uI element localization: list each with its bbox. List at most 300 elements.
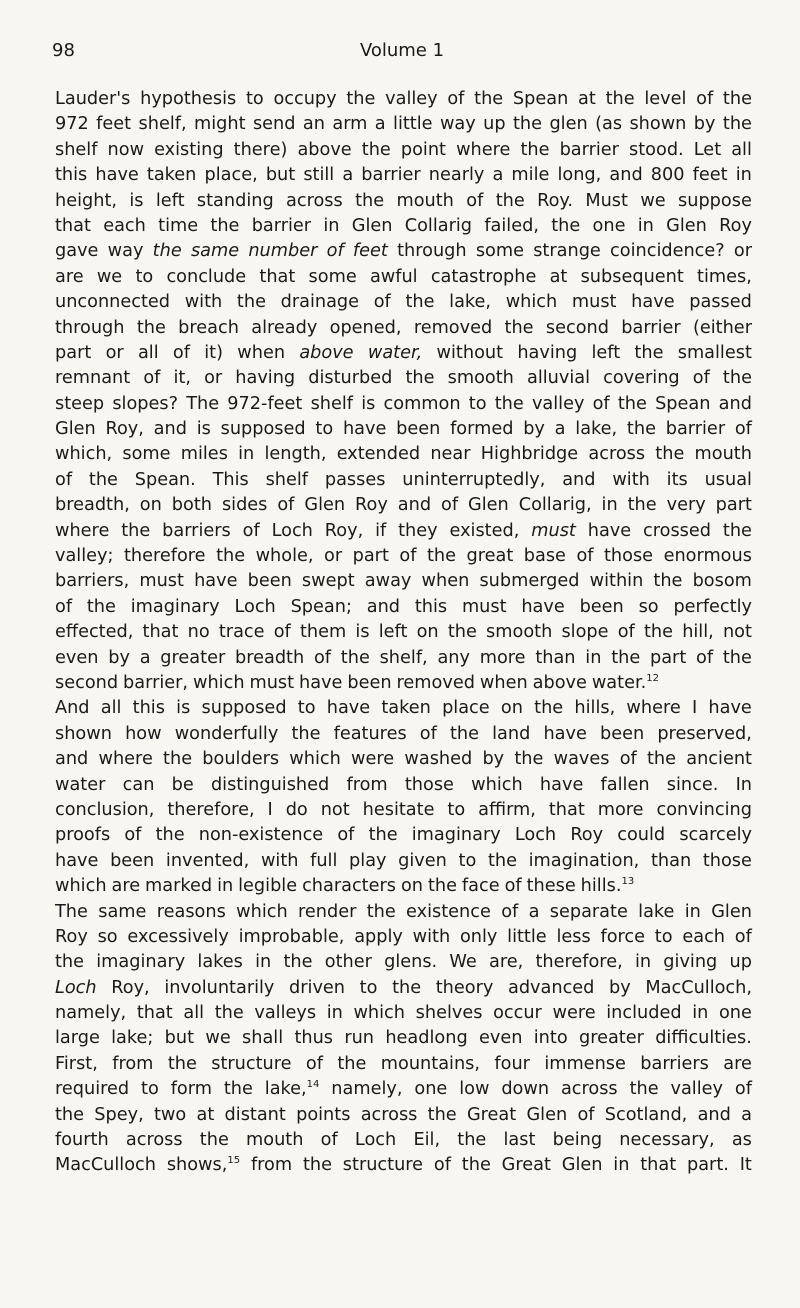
word [482, 747, 504, 772]
word [735, 417, 752, 442]
word [121, 519, 150, 544]
word-text: that [259, 266, 296, 287]
word [414, 1077, 447, 1102]
word [651, 849, 691, 874]
word [427, 544, 456, 569]
word-text: removed [396, 672, 475, 693]
word-text: characters [302, 876, 396, 897]
word [653, 569, 682, 594]
word-text: Glen [351, 215, 393, 236]
word [588, 442, 645, 467]
word-text: breadth [234, 647, 305, 668]
word-text: been [600, 723, 645, 744]
word-text: on [500, 698, 523, 719]
word-text: mouth [396, 190, 454, 211]
word-text: the [722, 368, 752, 389]
word [99, 747, 153, 772]
word-text: have [342, 419, 387, 440]
word [422, 569, 470, 594]
word [554, 747, 610, 772]
word-text: in [634, 952, 652, 973]
word-text: disturbed [308, 368, 393, 389]
word-text: left [378, 622, 408, 643]
word [537, 189, 573, 214]
word-text: now [107, 139, 145, 160]
word-text: by [482, 749, 505, 770]
word-text: even [55, 647, 99, 668]
word [492, 163, 503, 188]
word-text: therefore, [167, 799, 255, 820]
word [605, 1103, 688, 1128]
word [337, 823, 354, 848]
word-text: two [154, 1104, 187, 1125]
word-text: must [461, 596, 507, 617]
word-text: is [129, 190, 144, 211]
word-text: the [340, 647, 370, 668]
word-text: distant [224, 1104, 286, 1125]
word-text: the [405, 292, 435, 313]
word-text: at [578, 89, 596, 109]
word [55, 569, 129, 594]
word [139, 569, 184, 594]
word-text: those [404, 774, 454, 795]
word [535, 646, 575, 671]
word [111, 874, 140, 899]
word [631, 290, 674, 315]
word-text: second [55, 672, 119, 693]
word [449, 290, 491, 315]
word-text: shelf [265, 469, 309, 490]
word [685, 900, 701, 925]
word [590, 569, 644, 594]
word [396, 189, 453, 214]
word [692, 1001, 708, 1026]
word-text: mountains, [380, 1053, 480, 1074]
word-text: to [245, 89, 264, 109]
word-text: the [427, 1104, 457, 1125]
word [404, 747, 472, 772]
word-text: smooth [447, 368, 514, 389]
word-text: and [366, 596, 401, 617]
word-text: those [604, 546, 654, 567]
word [194, 112, 246, 137]
word [556, 925, 590, 950]
word [396, 417, 440, 442]
word-text: catastrophe [430, 266, 537, 287]
word [673, 595, 752, 620]
word [575, 417, 617, 442]
word [286, 798, 308, 823]
word-text: one [592, 215, 626, 236]
word-text: hills. [580, 876, 622, 897]
word-text: some [122, 444, 171, 465]
word-text: of [619, 749, 637, 770]
word [352, 214, 393, 239]
word [256, 544, 314, 569]
word-text: the [722, 647, 752, 668]
word [167, 798, 254, 823]
word-text: with [184, 292, 223, 313]
word [527, 874, 576, 899]
word [593, 392, 610, 417]
word-text: proofs [55, 825, 111, 846]
word-text: same [98, 901, 147, 922]
text-line [55, 316, 752, 341]
word [341, 646, 370, 671]
word [600, 925, 645, 950]
word-text: the [634, 342, 664, 363]
word [495, 392, 524, 417]
word [434, 1153, 451, 1178]
word [655, 442, 684, 467]
word-text: in [735, 165, 752, 186]
word-text: have [587, 520, 632, 541]
word-text: and [55, 749, 89, 770]
word-text: to [297, 698, 316, 719]
word [429, 163, 485, 188]
word-text: perfectly [673, 596, 752, 617]
word-text: of [734, 419, 752, 440]
word-text: affirm, [478, 799, 536, 820]
word-text: through [55, 317, 125, 338]
word [355, 493, 388, 518]
word [628, 493, 657, 518]
word-text: imaginary [96, 952, 186, 973]
text-line [55, 265, 752, 290]
word-text: of [55, 596, 73, 617]
word-text: barriers, [55, 571, 130, 592]
word [191, 239, 239, 264]
text-line [55, 392, 752, 417]
word-text: land [492, 723, 531, 744]
word [655, 925, 673, 950]
word [385, 87, 437, 112]
word-text: very [666, 495, 706, 516]
word-text: opened, [329, 317, 402, 338]
word [719, 214, 752, 239]
word [126, 1128, 183, 1153]
word-text: the [643, 622, 673, 643]
word-text: Roy [55, 926, 88, 947]
word [736, 773, 752, 798]
word-text: shelves [415, 1003, 483, 1024]
word-text: fallen [600, 774, 650, 795]
word-text: are [111, 876, 141, 897]
word-text: occur [493, 1003, 542, 1024]
word [55, 1103, 84, 1128]
word [252, 214, 311, 239]
word-text: arm [332, 114, 368, 135]
word-text: Glen [55, 419, 96, 440]
word-text: at [549, 266, 568, 287]
word [246, 87, 264, 112]
word-text: or [204, 368, 223, 389]
word-text: the [283, 952, 313, 973]
word [135, 265, 153, 290]
word [164, 976, 274, 1001]
word [655, 392, 710, 417]
word-text: but [164, 1028, 195, 1049]
word [398, 519, 438, 544]
word [630, 1077, 659, 1102]
word [361, 1103, 418, 1128]
word [310, 849, 337, 874]
word-text: little [393, 114, 433, 135]
word-text: an [302, 114, 325, 135]
word [553, 1128, 602, 1153]
word [640, 189, 665, 214]
word [237, 341, 285, 366]
word [716, 493, 752, 518]
word-text: failed, [484, 215, 539, 236]
word [362, 138, 391, 163]
word-text: in [637, 215, 654, 236]
word-text: alluvial [526, 368, 590, 389]
word [363, 798, 435, 823]
word-text: standing [196, 190, 274, 211]
word [199, 823, 323, 848]
word [693, 163, 728, 188]
word-text: Glen [666, 215, 707, 236]
word [111, 1026, 153, 1051]
word [689, 290, 752, 315]
word-text: if [375, 520, 387, 541]
word [55, 620, 133, 645]
word [259, 265, 295, 290]
word [255, 950, 271, 975]
word [337, 442, 420, 467]
word-text: than [535, 647, 576, 668]
word-text: I [691, 698, 698, 719]
word [466, 544, 513, 569]
word-text: the [722, 89, 752, 109]
word [638, 900, 674, 925]
word [55, 392, 104, 417]
word [657, 722, 752, 747]
word-text: even [479, 1028, 523, 1049]
word [266, 468, 308, 493]
word [612, 468, 650, 493]
word-text: any [437, 647, 470, 668]
word [108, 138, 145, 163]
word [533, 671, 587, 696]
word-text: by [609, 977, 631, 998]
word-text: glens. [384, 952, 438, 973]
word-text: are, [489, 952, 524, 973]
word [719, 1001, 752, 1026]
word [138, 341, 159, 366]
word-text: valley [385, 89, 438, 109]
footnote-marker: 15 [227, 1155, 241, 1167]
word [515, 823, 556, 848]
word [585, 646, 601, 671]
word-text: have [539, 774, 584, 795]
word [172, 493, 212, 518]
word [735, 1077, 752, 1102]
word [166, 265, 246, 290]
word [234, 138, 288, 163]
word-text: apply [354, 926, 403, 947]
word [398, 493, 431, 518]
word-text: up [483, 114, 506, 135]
word-text: hill, [682, 622, 714, 643]
word-text: already [251, 317, 318, 338]
word [595, 112, 622, 137]
word [55, 366, 130, 391]
word-text: that [548, 799, 585, 820]
word [321, 1128, 338, 1153]
word [513, 87, 568, 112]
word [156, 823, 185, 848]
word [211, 1052, 291, 1077]
word-text: slopes? [112, 393, 179, 414]
word [55, 442, 112, 467]
word [579, 1026, 644, 1051]
word-text: have [708, 698, 752, 719]
word-text: of [433, 1155, 451, 1176]
word [682, 925, 725, 950]
word-text: smooth [486, 622, 553, 643]
word [343, 1153, 423, 1178]
word-text: (either [692, 317, 752, 338]
word-text: how [125, 723, 162, 744]
word-text: and [397, 495, 432, 516]
word-text: marked [145, 876, 213, 897]
word [711, 900, 752, 925]
word-text: have [194, 571, 238, 592]
word-text: lake, [449, 292, 492, 313]
word [483, 112, 505, 137]
word [193, 671, 245, 696]
word [474, 87, 503, 112]
word [448, 620, 477, 645]
word [227, 392, 302, 417]
word [281, 290, 359, 315]
word [601, 773, 650, 798]
text-line [55, 976, 752, 1001]
word [731, 138, 752, 163]
word-text: have [95, 165, 139, 186]
word-text: of [55, 469, 73, 490]
word [55, 1026, 100, 1051]
word-text: on [139, 495, 162, 516]
word [441, 493, 458, 518]
word-text: occupy [273, 89, 337, 109]
word [55, 1128, 109, 1153]
word [562, 468, 595, 493]
word-text: those [702, 850, 752, 871]
word-text: convincing [656, 799, 752, 820]
word-text: the [152, 241, 182, 262]
word [375, 519, 386, 544]
word-text: of [696, 89, 714, 109]
word-text: strange [533, 241, 601, 262]
word-text: with [612, 469, 650, 490]
word [103, 214, 146, 239]
word [640, 1153, 676, 1178]
word [384, 392, 461, 417]
word [546, 316, 609, 341]
word-text: imaginary [130, 596, 220, 617]
word [353, 544, 389, 569]
word [603, 366, 680, 391]
word [154, 138, 223, 163]
word-text: conclusion, [55, 799, 155, 820]
word-text: all [183, 1003, 205, 1024]
word-text: a [374, 114, 386, 135]
word-text: the [121, 520, 151, 541]
word [437, 646, 470, 671]
word [124, 544, 206, 569]
word [374, 290, 391, 315]
word [225, 1103, 286, 1128]
word [286, 189, 343, 214]
word [55, 950, 84, 975]
word [204, 341, 223, 366]
word [604, 544, 653, 569]
word-text: not [722, 622, 752, 643]
word [549, 112, 587, 137]
word-text: barriers [640, 1053, 709, 1074]
word-text: to [447, 799, 466, 820]
word-text: drainage [280, 292, 360, 313]
word [457, 1128, 486, 1153]
word [524, 544, 566, 569]
word-text: must [139, 571, 184, 592]
word [112, 392, 178, 417]
word [476, 239, 524, 264]
word-text: hesitate [362, 799, 435, 820]
word-text: is [176, 698, 191, 719]
word-text: advanced [507, 977, 595, 998]
word [296, 1103, 350, 1128]
word [211, 773, 329, 798]
word-text: driven [289, 977, 346, 998]
word [248, 569, 292, 594]
word [693, 316, 752, 341]
word-text: more [479, 647, 526, 668]
word [647, 747, 676, 772]
word-text: scarcely [679, 825, 752, 846]
word-text: the [302, 1155, 332, 1176]
word-text: the [487, 850, 517, 871]
word-text: that [640, 1155, 677, 1176]
word-text: shelf, [379, 647, 428, 668]
word [283, 950, 312, 975]
word-text: breadth, [55, 495, 130, 516]
word [442, 696, 490, 721]
word [251, 316, 317, 341]
word [650, 646, 686, 671]
text-line [55, 798, 752, 823]
word [501, 696, 523, 721]
word-text: imaginary [411, 825, 501, 846]
word [291, 595, 352, 620]
word [353, 1001, 405, 1026]
word-text: imagination, [528, 850, 640, 871]
word-text: have [299, 672, 343, 693]
word [125, 722, 162, 747]
word-text: near [430, 444, 471, 465]
word-text: waves [553, 749, 610, 770]
word-text: with [412, 926, 451, 947]
text-line [55, 1001, 752, 1026]
word-text: the [655, 444, 685, 465]
word [450, 417, 513, 442]
word [342, 163, 353, 188]
word-text: headlong [385, 1028, 468, 1049]
word [723, 87, 752, 112]
